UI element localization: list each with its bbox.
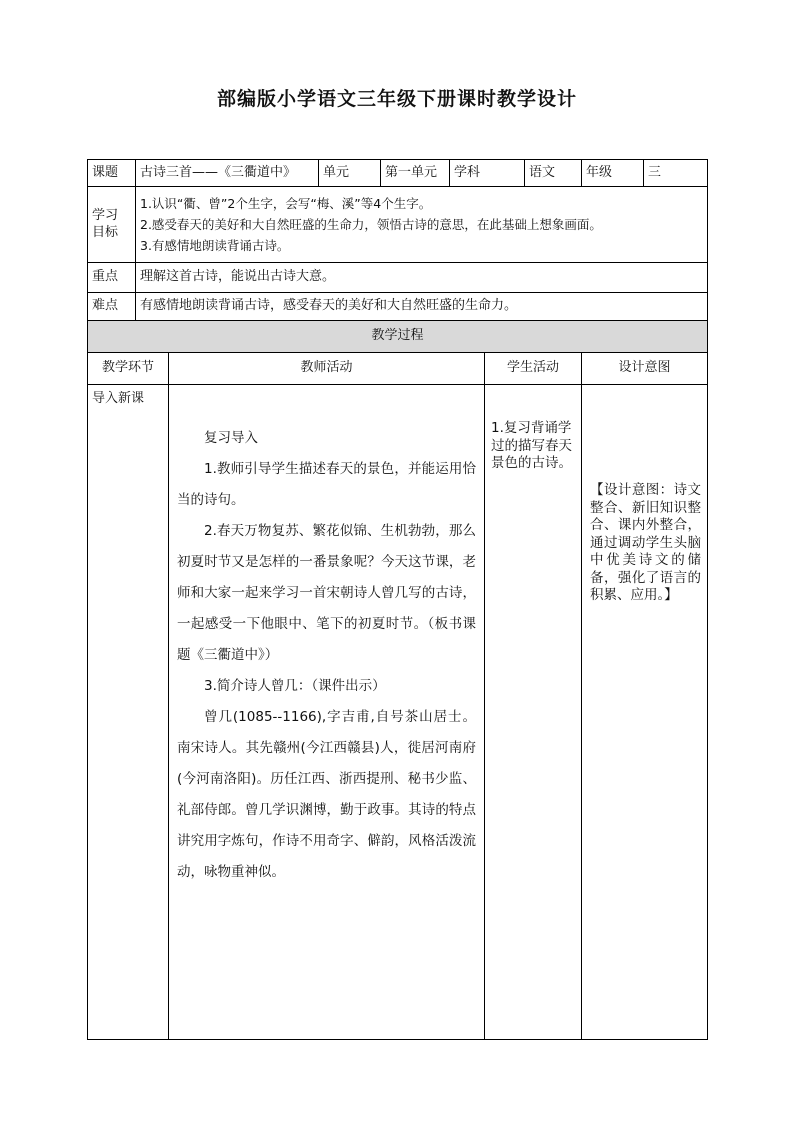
stage-name: 导入新课 <box>88 385 169 1040</box>
process-header-row <box>88 353 708 385</box>
lesson-plan-table <box>87 159 708 1040</box>
process-title: 教学过程 <box>88 321 708 353</box>
key-point-label: 重点 <box>88 263 136 293</box>
grade-label: 年级 <box>582 160 644 187</box>
grade-value: 三 <box>644 160 708 187</box>
topic-value: 古诗三首——《三衢道中》 <box>136 160 319 187</box>
goals-label-line1: 学习 <box>92 207 119 223</box>
student-activity: 1.复习背诵学过的描写春天景色的古诗。 <box>485 385 582 1040</box>
col-header-teacher: 教师活动 <box>169 353 485 385</box>
col-header-intent: 设计意图 <box>582 353 708 385</box>
col-header-student: 学生活动 <box>485 353 582 385</box>
key-point-value: 理解这首古诗，能说出古诗大意。 <box>136 263 708 293</box>
process-title-row <box>88 321 708 353</box>
difficulty-row <box>88 293 708 321</box>
teacher-paragraph-1: 复习导入 <box>204 430 258 446</box>
header-row <box>88 160 708 187</box>
difficulty-value: 有感情地朗读背诵古诗，感受春天的美好和大自然旺盛的生命力。 <box>136 293 708 321</box>
goal-item-1: 1.认识“衢、曾”2个生字，会写“梅、溪”等4个生字。 <box>140 196 432 211</box>
key-point-row <box>88 263 708 293</box>
goals-label <box>88 187 136 263</box>
difficulty-label: 难点 <box>88 293 136 321</box>
teacher-paragraph-4: 3.简介诗人曾几：（课件出示） <box>204 678 386 694</box>
goal-item-3: 3.有感情地朗读背诵古诗。 <box>140 238 290 253</box>
goals-content <box>136 187 708 263</box>
unit-label: 单元 <box>319 160 381 187</box>
design-intent: 【设计意图：诗文整合、新旧知识整合、课内外整合，通过调动学生头脑中优美诗文的储备，强化了语言的积累、应用。】 <box>582 385 708 1040</box>
document-title: 部编版小学语文三年级下册课时教学设计 <box>216 88 577 110</box>
subject-value: 语文 <box>525 160 582 187</box>
teacher-paragraph-2: 1.教师引导学生描述春天的景色，并能运用恰当的诗句。 <box>177 461 477 508</box>
goals-row <box>88 187 708 263</box>
teacher-paragraph-5: 曾几(1085--1166),字吉甫,自号茶山居士。南宋诗人。其先赣州(今江西赣县)人，徙居河南府(今河南洛阳)。历任江西、浙西提刑、秘书少监、礼部侍郎。曾几学识渊博，勤于政事。其诗的特点讲究用字炼句，作诗不用奇字、僻韵，风格活泼流动，咏物重神似。 <box>177 709 477 880</box>
topic-label: 课题 <box>88 160 136 187</box>
teacher-activity <box>169 385 485 1040</box>
goal-item-2: 2.感受春天的美好和大自然旺盛的生命力，领悟古诗的意思，在此基础上想象画面。 <box>140 217 602 232</box>
process-body-row <box>88 385 708 1040</box>
subject-label: 学科 <box>450 160 525 187</box>
col-header-stage: 教学环节 <box>88 353 169 385</box>
unit-value: 第一单元 <box>381 160 450 187</box>
teacher-paragraph-3: 2.春天万物复苏、繁花似锦、生机勃勃，那么初夏时节又是怎样的一番景象呢？今天这节课，老师和大家一起来学习一首宋朝诗人曾几写的古诗，一起感受一下他眼中、笔下的初夏时节。（板书课题《三衢道中》） <box>177 523 477 663</box>
goals-label-line2: 目标 <box>92 224 119 240</box>
